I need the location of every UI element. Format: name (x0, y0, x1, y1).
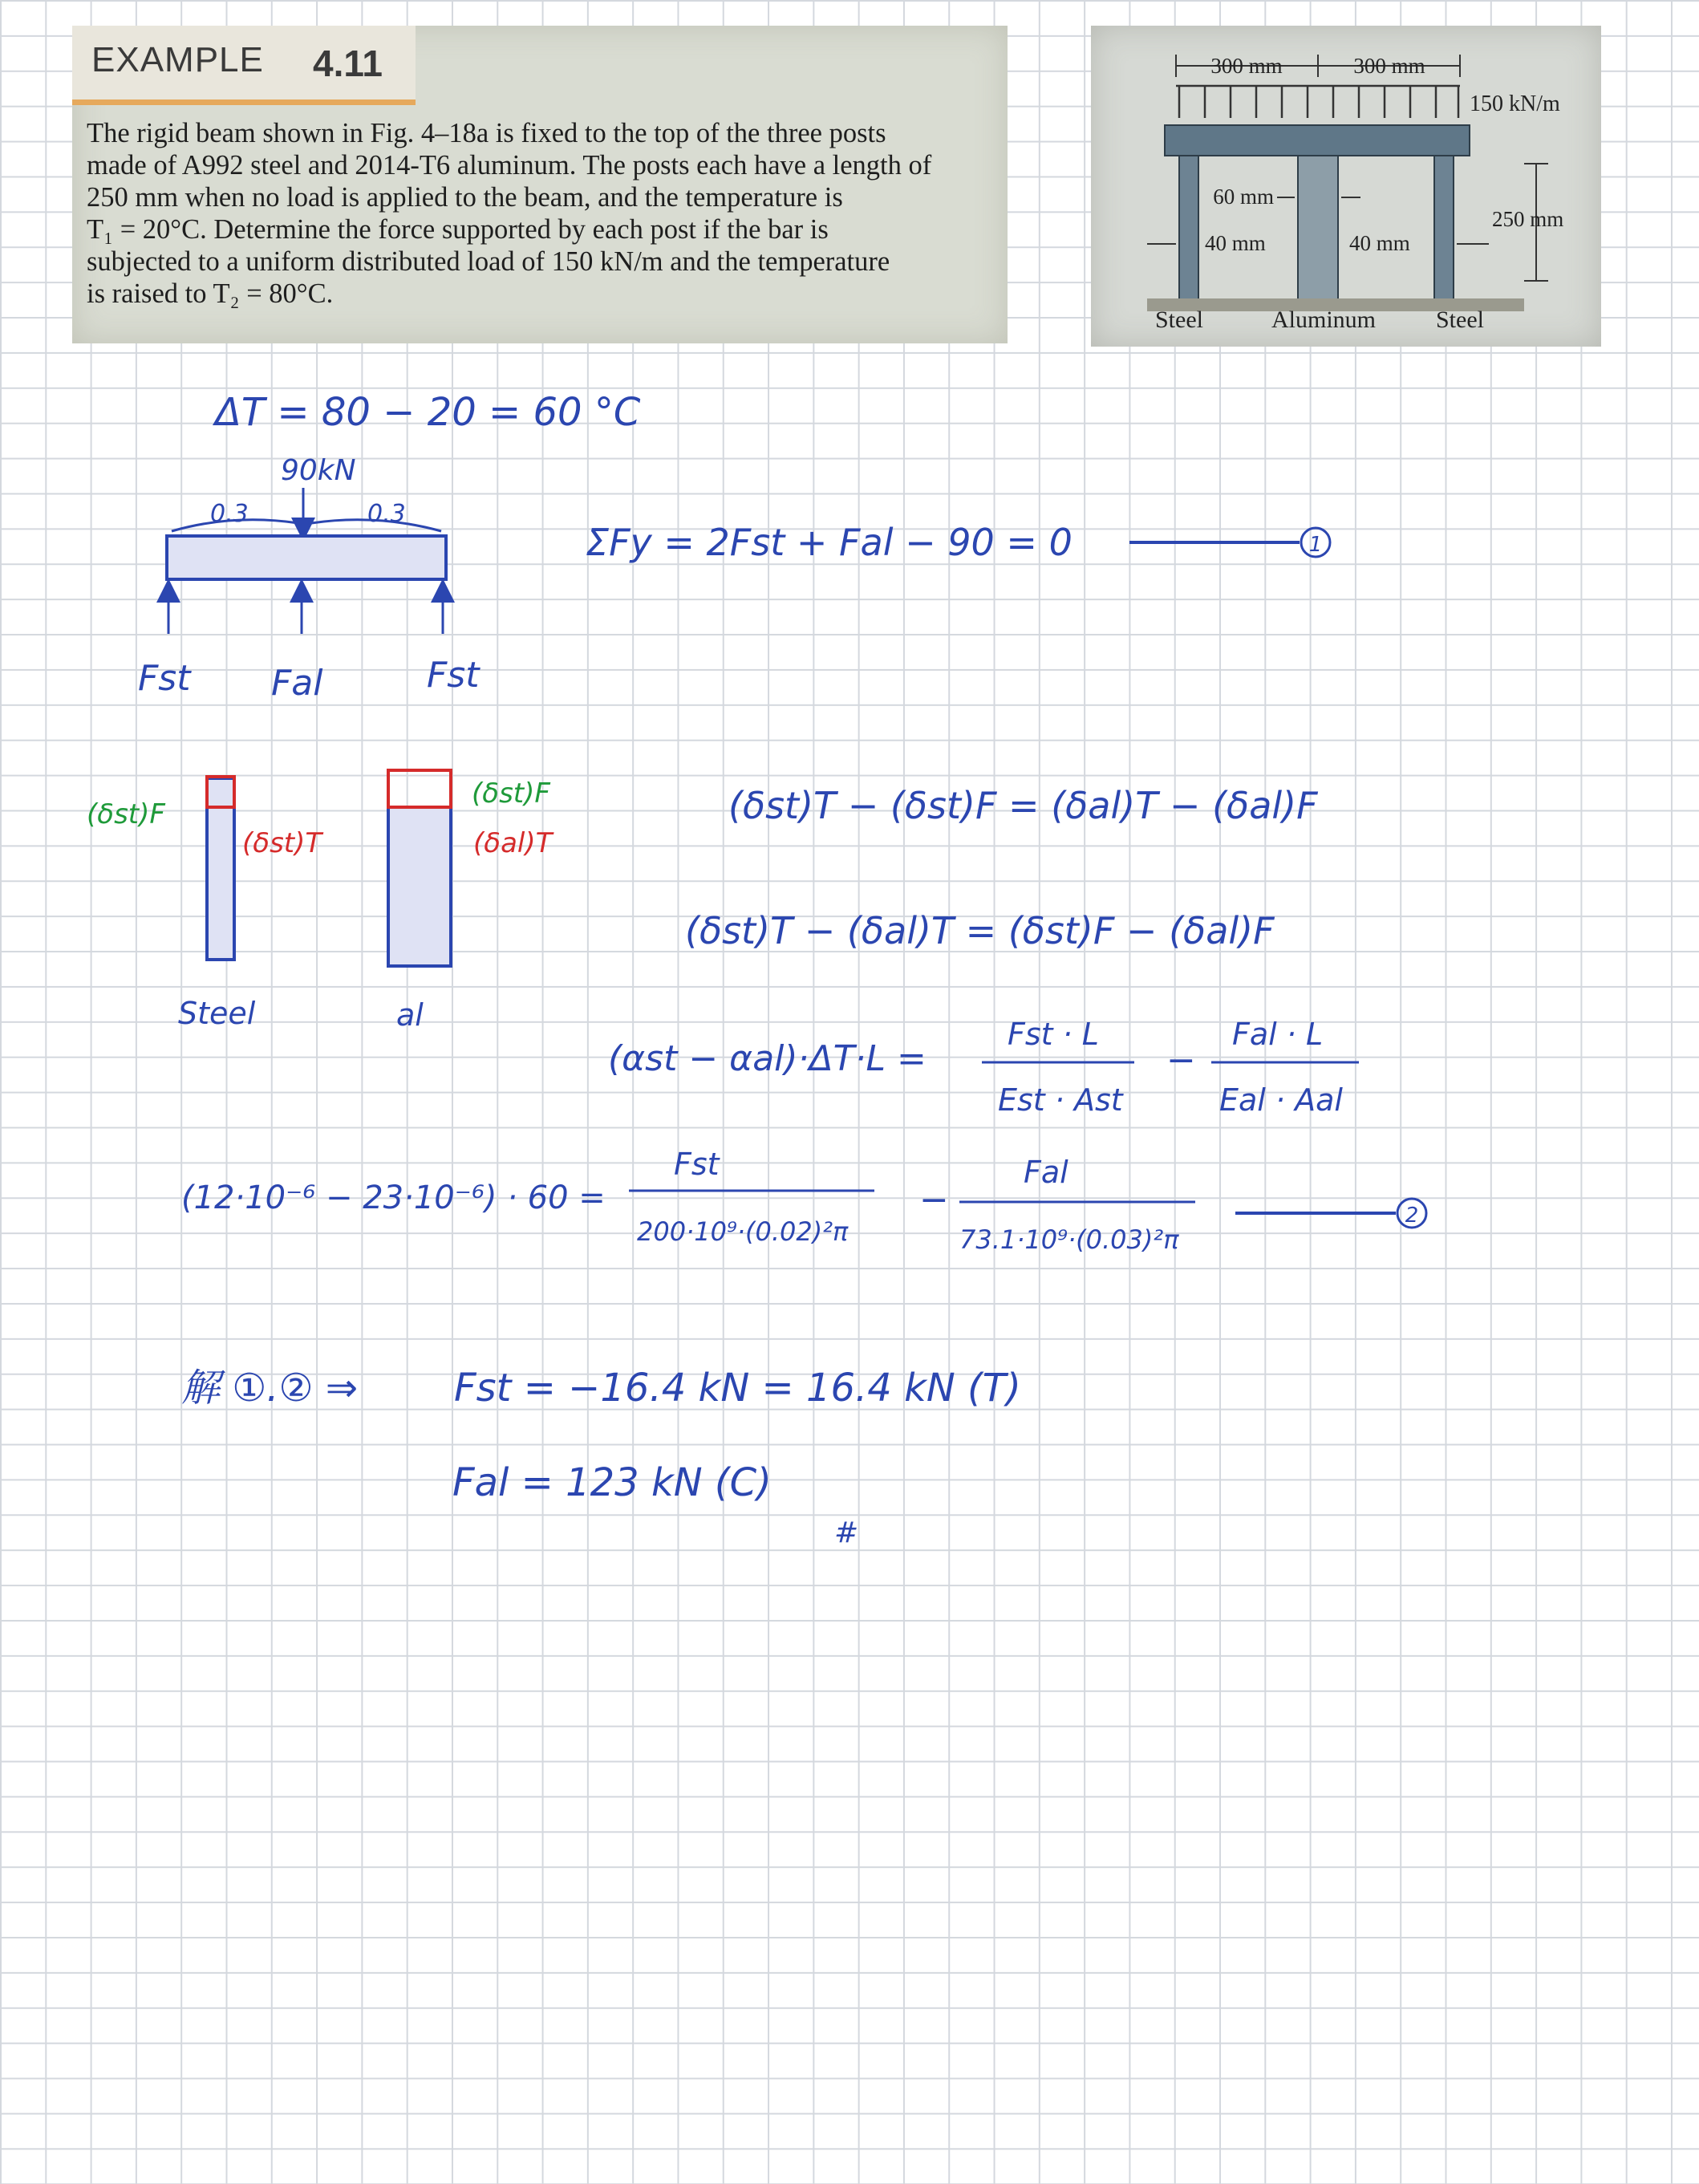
st-diameter-right-label: 40 mm (1349, 231, 1410, 255)
numeric-num2: Fal (1024, 1155, 1068, 1190)
al-sketch-label: al (396, 997, 424, 1033)
end-mark: # (834, 1516, 859, 1549)
result-fal: Fal = 123 kN (C) (452, 1460, 772, 1505)
st-diameter-left-label: 40 mm (1205, 231, 1266, 255)
eq1-marker: 1 (1308, 533, 1323, 557)
eq2-marker: 2 (1405, 1204, 1419, 1228)
example-number: 4.11 (313, 43, 383, 84)
steel-label-right: Steel (1436, 306, 1484, 333)
fbd-fst-right: Fst (427, 655, 480, 696)
solve-prefix: 解 ①.② ⇒ (181, 1366, 359, 1411)
compat-num1: Fst · L (1008, 1017, 1099, 1052)
compat-eq-3-lhs: (αst − αal)·ΔT·L = (608, 1038, 927, 1079)
resultant-label: 90kN (281, 454, 356, 487)
compat-den2: Eal · Aal (1219, 1082, 1343, 1118)
numeric-num1: Fst (674, 1147, 720, 1182)
compat-den1: Est · Ast (998, 1082, 1123, 1118)
problem-line: made of A992 steel and 2014-T6 aluminum. The posts each have a length of (87, 150, 932, 181)
al-diameter-label: 60 mm (1213, 185, 1274, 209)
steel-post-sketch (207, 778, 234, 960)
defl-st-f-right: (δst)F (472, 777, 550, 810)
span-right-label: 300 mm (1353, 54, 1425, 78)
delta-t-line: ΔT = 80 − 20 = 60 °C (215, 390, 641, 435)
numeric-lhs: (12·10⁻⁶ − 23·10⁻⁶) · 60 = (181, 1179, 606, 1216)
dist-left: 0.3 (210, 500, 249, 528)
problem-line: is raised to T₂ = 80°C. (87, 278, 334, 309)
defl-al-t: (δal)T (473, 827, 553, 859)
defl-st-f-left: (δst)F (87, 798, 165, 830)
numeric-den2: 73.1·10⁹·(0.03)²π (959, 1224, 1179, 1255)
load-label: 150 kN/m (1470, 91, 1560, 116)
result-fst: Fst = −16.4 kN = 16.4 kN (T) (454, 1366, 1021, 1411)
problem-line: T₁ = 20°C. Determine the force supported by each post if the bar is (87, 214, 829, 245)
aluminum-label: Aluminum (1271, 306, 1377, 333)
equilibrium-eq: ΣFy = 2Fst + Fal − 90 = 0 (586, 521, 1073, 564)
span-left-label: 300 mm (1210, 54, 1283, 78)
problem-line: 250 mm when no load is applied to the beam, and the temperature is (87, 182, 843, 213)
al-post-sketch (388, 807, 451, 966)
dist-right: 0.3 (367, 500, 406, 528)
numeric-den1: 200·10⁹·(0.02)²π (637, 1216, 849, 1247)
fbd-fal: Fal (271, 663, 323, 704)
problem-line: subjected to a uniform distributed load of 150 kN/m and the temperature (87, 246, 890, 277)
example-label: EXAMPLE (91, 40, 264, 79)
numeric-minus: − (919, 1179, 949, 1220)
length-label: 250 mm (1492, 207, 1564, 231)
problem-line: The rigid beam shown in Fig. 4–18a is fixed to the top of the three posts (87, 118, 886, 148)
compat-minus: − (1166, 1040, 1196, 1081)
steel-label-left: Steel (1155, 306, 1203, 333)
steel-sketch-label: Steel (178, 996, 256, 1031)
fbd-beam (167, 536, 446, 579)
fbd-fst-left: Fst (138, 658, 191, 699)
defl-st-t-left: (δst)T (242, 827, 322, 859)
compat-eq-2: (δst)T − (δal)T = (δst)F − (δal)F (685, 909, 1275, 952)
compat-num2: Fal · L (1232, 1017, 1324, 1052)
compat-eq-1: (δst)T − (δst)F = (δal)T − (δal)F (728, 784, 1318, 827)
